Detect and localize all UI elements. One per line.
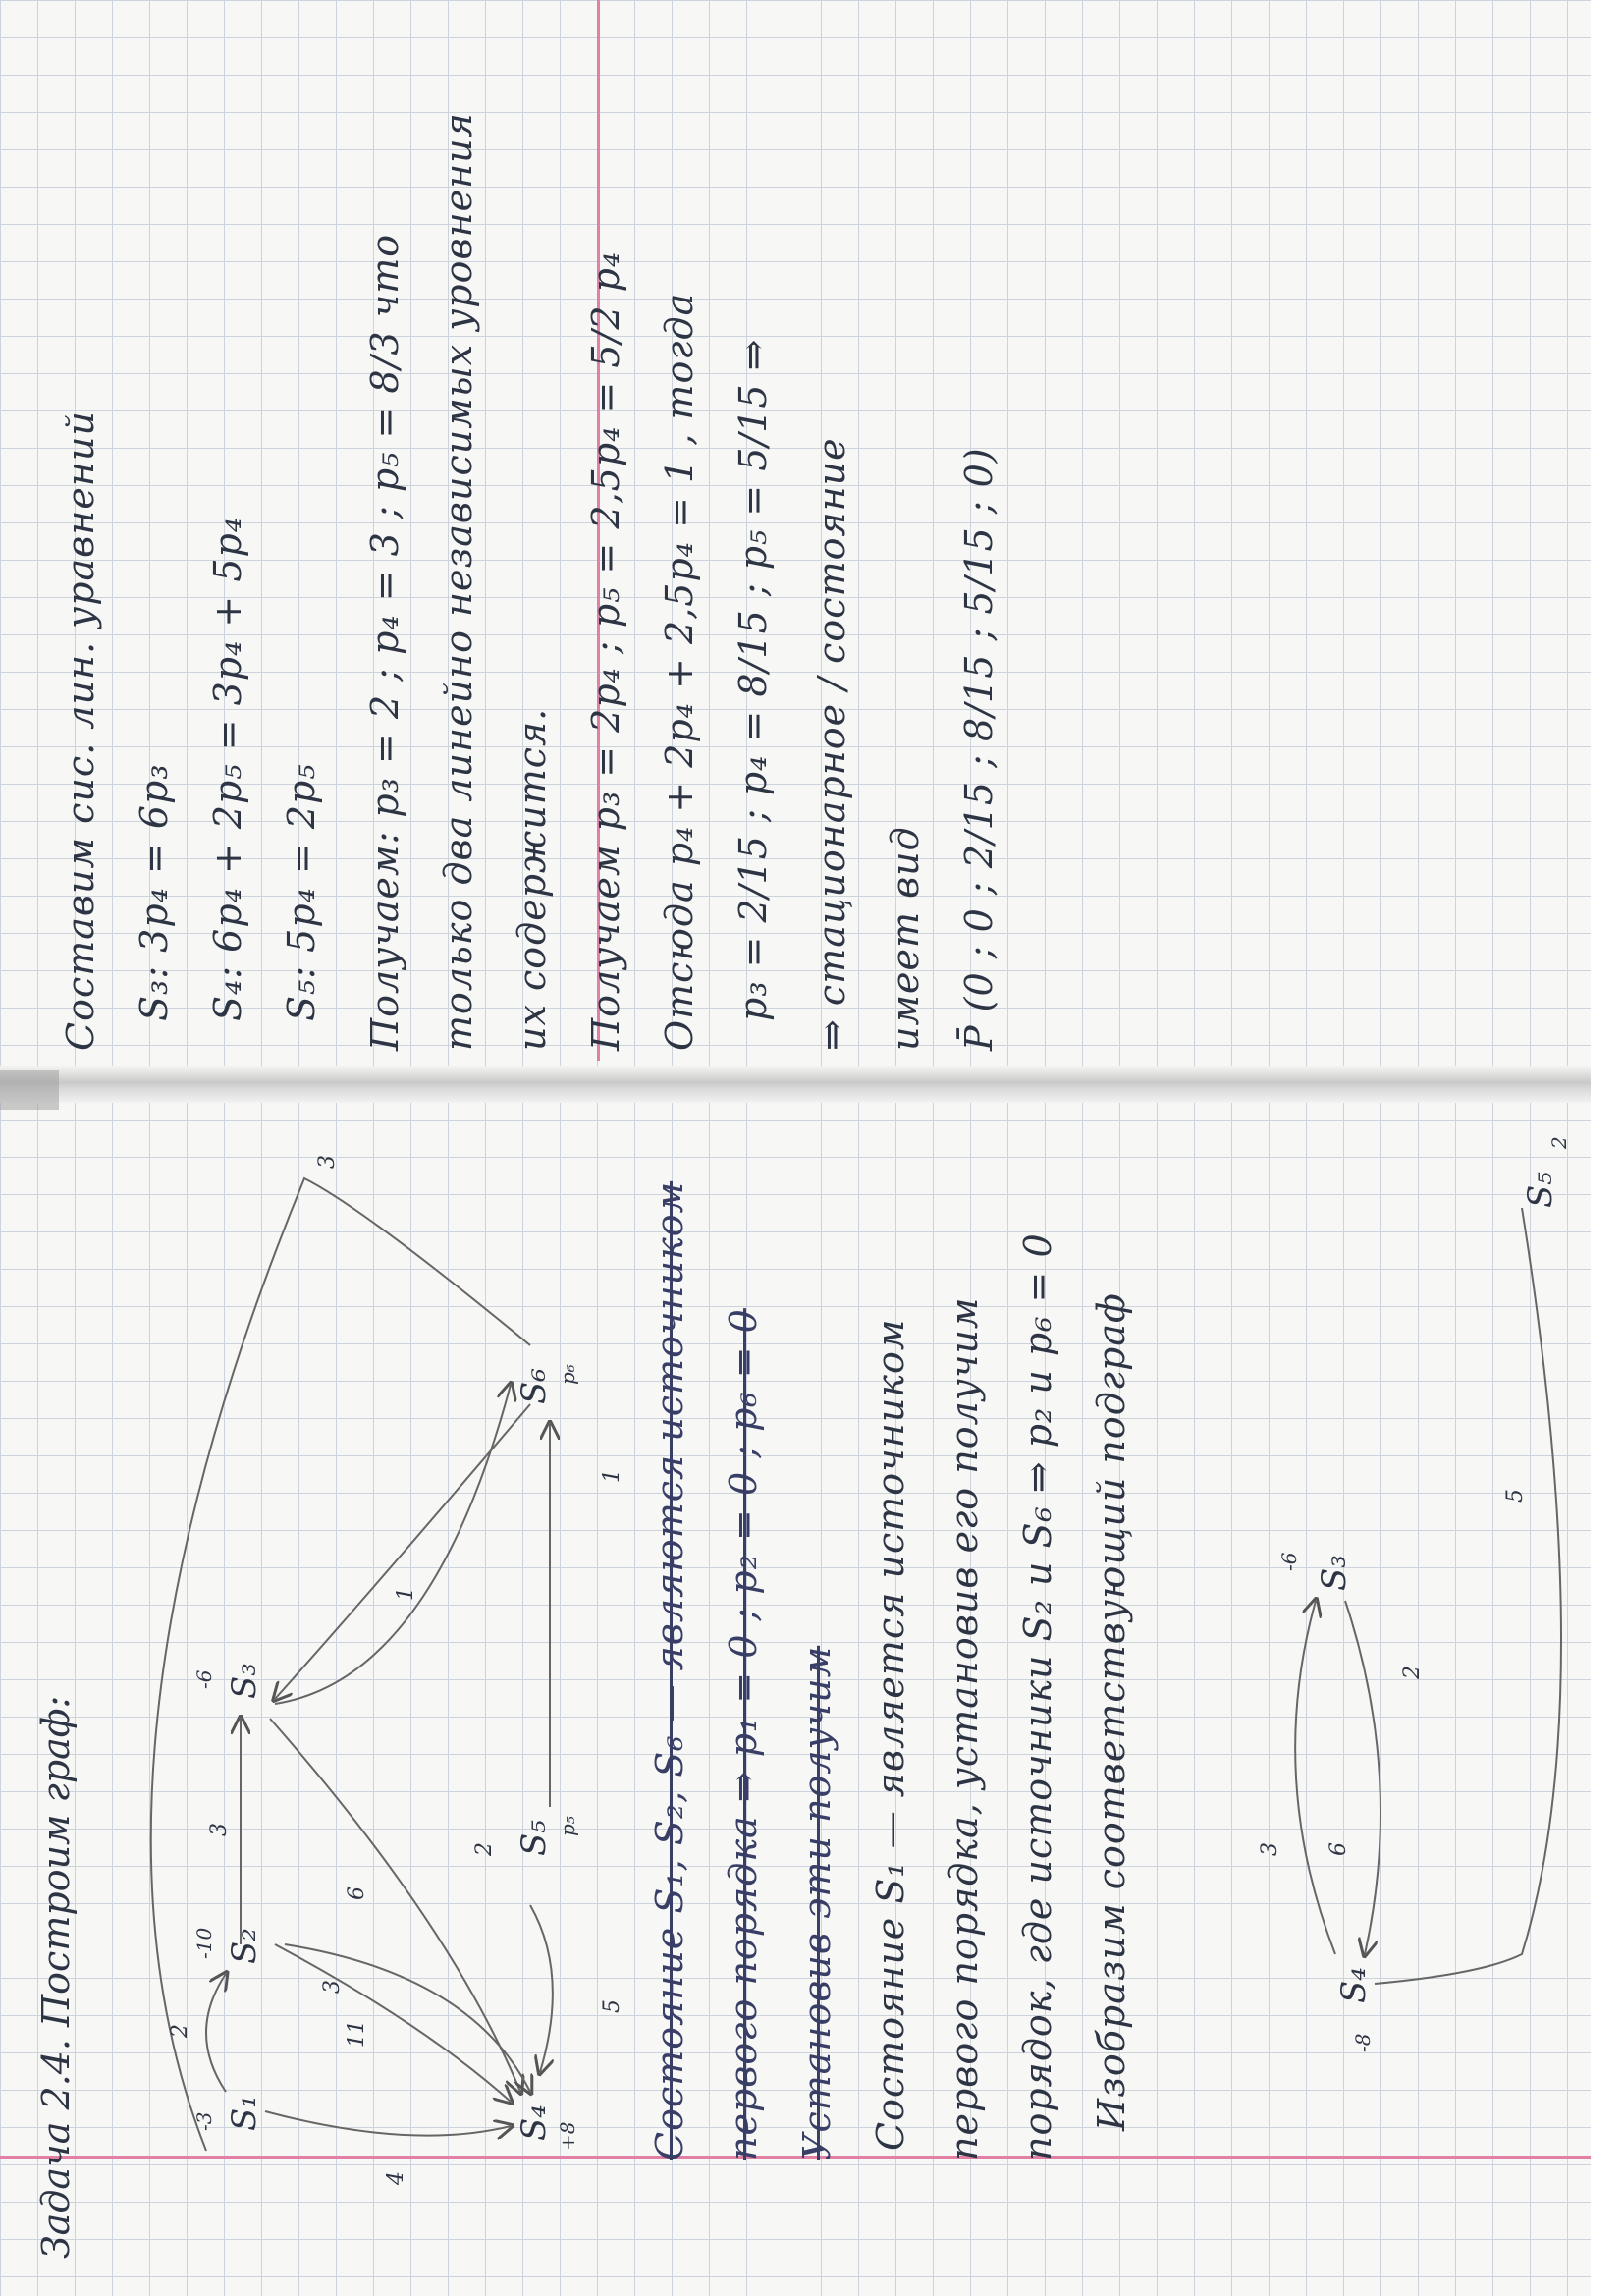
paper-edge	[1591, 0, 1623, 2296]
svg-text:2: 2	[168, 2024, 192, 2038]
bottom-line-2: первого порядка ⇒ p₁ = 0 ; p₂ = 0 ; p₆ = 0	[722, 1308, 765, 2160]
bottom-page-text	[638, 1002, 1188, 2160]
top-line-10: p₃ = 2/15 ; p₄ = 8/15 ; p₅ = 5/15 ⇒	[731, 338, 775, 1021]
bottom-line-6: порядок, где источники S₂ и S₆ ⇒ p₂ и p₆ = 0	[1016, 1232, 1059, 2160]
svg-text:2: 2	[1547, 1136, 1571, 1149]
subedge-s4-s5	[1375, 1208, 1561, 1984]
graph-title	[34, 1696, 78, 2259]
subgraph-diagram	[1227, 1110, 1581, 2092]
svg-text:5: 5	[1503, 1489, 1528, 1503]
svg-text:1: 1	[394, 1587, 418, 1601]
svg-text:p₅: p₅	[556, 1816, 579, 1836]
subedge-s3-s4	[1345, 1601, 1380, 1954]
graph-diagram	[34, 1110, 628, 2269]
svg-text:4: 4	[384, 2171, 408, 2185]
edge-s5-s4	[530, 1905, 553, 2072]
svg-text:3: 3	[320, 1980, 345, 1994]
node-s2: S₂	[225, 1928, 264, 1964]
node-s5: S₅	[514, 1820, 554, 1856]
edge-s3-s6	[275, 1385, 511, 1704]
svg-text:-8: -8	[1351, 2033, 1375, 2052]
subnode-s4: S₄	[1334, 1967, 1374, 2003]
subnode-s5: S₅	[1521, 1172, 1560, 1208]
top-line-5: Получаем: p₃ = 2 ; p₄ = 3 ; p₅ = 8/3 что	[363, 233, 406, 1051]
top-line-11: ⇒ стационарное / состояние	[810, 437, 853, 1051]
subgraph-edges	[1295, 1208, 1561, 1984]
top-line-8: Получаем p₃ = 2p₄ ; p₅ = 2,5p₄ = 5/2 p₄	[584, 250, 627, 1051]
top-line-1: Составим сис. лин. уравнений	[59, 410, 102, 1051]
edge-s1-s4	[265, 2111, 511, 2136]
top-line-9: Отсюда p₄ + 2p₄ + 2,5p₄ = 1 , тогда	[658, 292, 701, 1051]
top-page-text	[49, 29, 1031, 1051]
svg-text:-6: -6	[1277, 1552, 1301, 1571]
subedge-s4-s3	[1295, 1601, 1335, 1954]
graph-edges	[151, 1178, 553, 2151]
svg-text:Задача 2.4. Построим граф:: Задача 2.4. Построим граф:	[34, 1695, 78, 2259]
svg-text:1: 1	[600, 1469, 624, 1483]
node-s4: S₄	[514, 2105, 554, 2141]
bottom-line-1: Состояние S₁, S₂, S₆ — являются источником	[648, 1180, 691, 2160]
top-line-12: имеет вид	[884, 826, 927, 1051]
svg-text:p₆: p₆	[556, 1364, 579, 1385]
graph-nodes	[225, 1368, 554, 2141]
bottom-line-3: Установив эти получим	[795, 1645, 839, 2160]
top-line-6: только два линейно независимых уровнения	[437, 112, 480, 1051]
graph-node-notes	[192, 1364, 579, 2151]
top-line-3: S₄: 6p₄ + 2p₅ = 3p₄ + 5p₄	[206, 516, 249, 1021]
bottom-line-4: Состояние S₁ — является источником	[869, 1318, 912, 2151]
edge-s3-s4	[270, 1719, 520, 2092]
svg-text:2: 2	[472, 1842, 497, 1856]
svg-text:5: 5	[600, 1999, 624, 2013]
bottom-line-7: Изобразим соответствующий подграф	[1090, 1292, 1133, 2131]
node-s1: S₁	[225, 2095, 264, 2131]
node-s6: S₆	[514, 1368, 554, 1404]
top-line-7: их содержится.	[511, 707, 554, 1051]
svg-text:6: 6	[1326, 1842, 1351, 1856]
edge-s1-s2	[206, 1974, 226, 2092]
svg-text:6: 6	[345, 1886, 369, 1900]
svg-text:3: 3	[207, 1823, 232, 1836]
binding-shadow	[0, 1070, 59, 1110]
edge-s2-s4	[275, 1944, 511, 2102]
top-line-2: S₃: 3p₄ = 6p₃	[133, 763, 176, 1021]
subgraph-nodes	[1315, 1172, 1560, 2003]
svg-text:-10: -10	[192, 1927, 216, 1959]
svg-text:-6: -6	[192, 1669, 216, 1689]
bottom-line-5: первого порядка, установив его получим	[943, 1296, 986, 2160]
subnode-s3: S₃	[1315, 1555, 1354, 1591]
edge-s6-s3	[275, 1404, 530, 1699]
svg-text:3: 3	[1258, 1842, 1282, 1856]
edge-s1-s6-loop	[151, 1178, 530, 2151]
top-line-13: P̄ (0 ; 0 ; 2/15 ; 8/15 ; 5/15 ; 0)	[957, 447, 1001, 1051]
svg-text:3: 3	[315, 1155, 340, 1169]
svg-text:2: 2	[1400, 1666, 1425, 1679]
svg-text:-3: -3	[192, 2111, 216, 2131]
edge-s2-s4b	[285, 1944, 530, 2092]
svg-text:11: 11	[345, 2020, 369, 2048]
node-s3: S₃	[225, 1663, 264, 1699]
top-line-4: S₅: 5p₄ = 2p₅	[280, 763, 323, 1021]
svg-text:+8: +8	[556, 2121, 579, 2151]
